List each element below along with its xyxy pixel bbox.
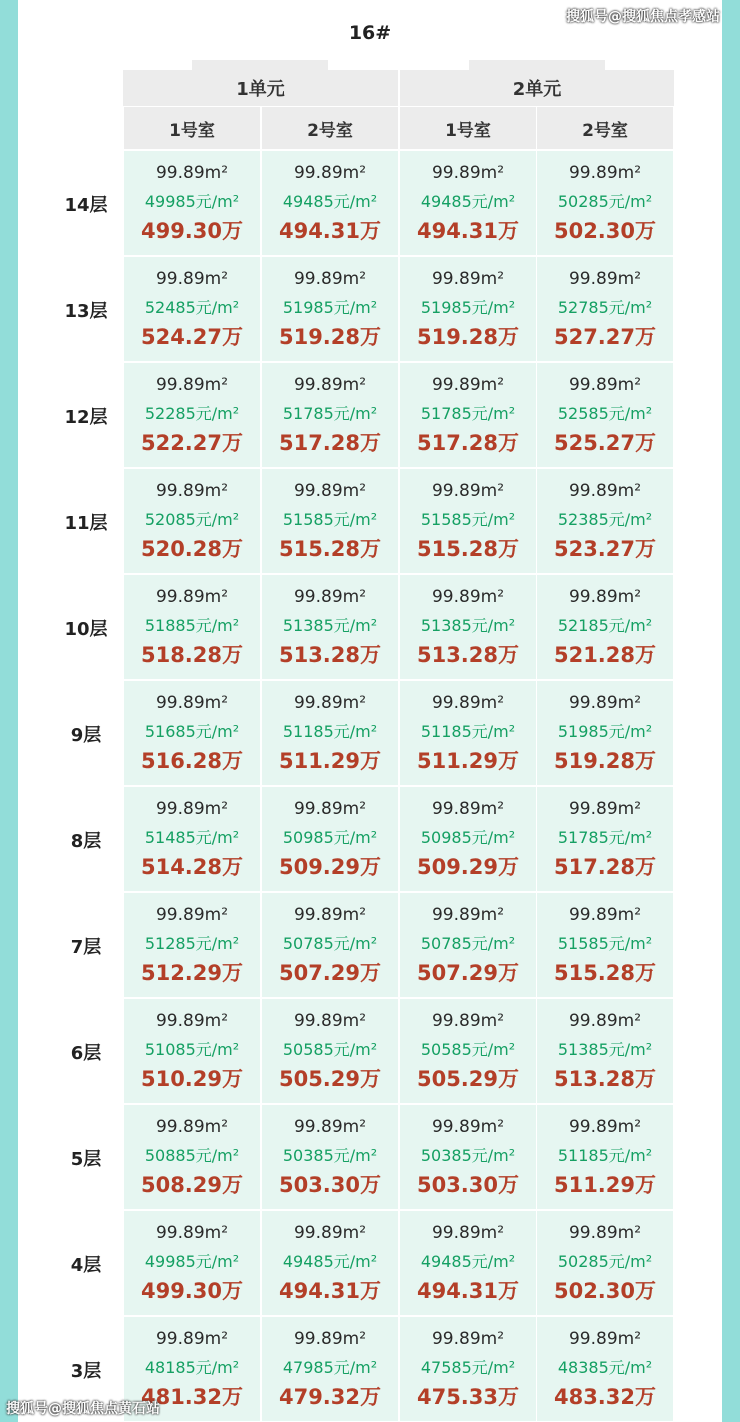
total-price: 510.29万 — [140, 1067, 244, 1091]
area-value: 99.89m² — [431, 905, 505, 925]
unit-price: 47585元/m² — [420, 1358, 516, 1377]
total-price: 525.27万 — [553, 431, 657, 455]
unit-price: 52085元/m² — [144, 510, 240, 529]
total-price: 509.29万 — [278, 855, 382, 879]
area-value: 99.89m² — [155, 587, 229, 607]
area-value: 99.89m² — [568, 587, 642, 607]
total-price: 499.30万 — [140, 1279, 244, 1303]
total-price: 503.30万 — [416, 1173, 520, 1197]
unit-price: 51685元/m² — [144, 722, 240, 741]
unit-1-room-2-header: 2号室 — [262, 107, 398, 149]
area-value: 99.89m² — [293, 1223, 367, 1243]
unit-price: 51785元/m² — [282, 404, 378, 423]
area-value: 99.89m² — [431, 1329, 505, 1349]
unit-price: 50985元/m² — [420, 828, 516, 847]
unit-2-room-1-header: 1号室 — [400, 107, 536, 149]
area-value: 99.89m² — [568, 481, 642, 501]
unit-price: 48385元/m² — [557, 1358, 653, 1377]
unit-price: 49485元/m² — [282, 1252, 378, 1271]
total-price: 511.29万 — [553, 1173, 657, 1197]
floor-label: 11层 — [64, 513, 108, 534]
unit-cell — [124, 1211, 260, 1315]
unit-price: 49985元/m² — [144, 192, 240, 211]
unit-cell — [537, 469, 673, 573]
watermark-top: 搜狐号@搜狐焦点孝感站 — [566, 9, 720, 25]
total-price: 512.29万 — [140, 961, 244, 985]
total-price: 517.28万 — [416, 431, 520, 455]
total-price: 479.32万 — [278, 1385, 382, 1409]
unit-2-room-2-header: 2号室 — [537, 107, 673, 149]
area-value: 99.89m² — [568, 799, 642, 819]
total-price: 518.28万 — [140, 643, 244, 667]
unit-price: 50385元/m² — [282, 1146, 378, 1165]
total-price: 481.32万 — [140, 1385, 244, 1409]
total-price: 507.29万 — [416, 961, 520, 985]
unit-cell — [262, 257, 398, 361]
unit-cell — [537, 1317, 673, 1421]
unit-1-room-1-header: 1号室 — [124, 107, 260, 149]
total-price: 494.31万 — [416, 219, 520, 243]
unit-price: 50585元/m² — [282, 1040, 378, 1059]
floor-label: 13层 — [64, 301, 108, 322]
area-value: 99.89m² — [155, 905, 229, 925]
area-value: 99.89m² — [293, 1117, 367, 1137]
floor-label: 3层 — [70, 1361, 102, 1382]
area-value: 99.89m² — [568, 163, 642, 183]
unit-cell — [400, 1317, 536, 1421]
floor-label: 6层 — [70, 1043, 102, 1064]
unit-cell — [537, 681, 673, 785]
unit-cell — [262, 999, 398, 1103]
floor-label: 9层 — [70, 725, 102, 746]
area-value: 99.89m² — [431, 1223, 505, 1243]
unit-price: 51885元/m² — [144, 616, 240, 635]
unit-price: 51085元/m² — [144, 1040, 240, 1059]
unit-price: 48185元/m² — [144, 1358, 240, 1377]
total-price: 509.29万 — [416, 855, 520, 879]
unit-price: 50385元/m² — [420, 1146, 516, 1165]
total-price: 517.28万 — [278, 431, 382, 455]
unit-cell — [124, 999, 260, 1103]
unit-cell — [400, 1105, 536, 1209]
unit-price: 52485元/m² — [144, 298, 240, 317]
area-value: 99.89m² — [293, 269, 367, 289]
total-price: 516.28万 — [140, 749, 244, 773]
area-value: 99.89m² — [155, 269, 229, 289]
area-value: 99.89m² — [155, 163, 229, 183]
area-value: 99.89m² — [568, 375, 642, 395]
unit-price: 51585元/m² — [282, 510, 378, 529]
area-value: 99.89m² — [155, 1329, 229, 1349]
unit-price: 52585元/m² — [557, 404, 653, 423]
unit-price: 51585元/m² — [557, 934, 653, 953]
unit-cell — [400, 469, 536, 573]
total-price: 513.28万 — [553, 1067, 657, 1091]
total-price: 513.28万 — [278, 643, 382, 667]
unit-cell — [124, 257, 260, 361]
area-value: 99.89m² — [155, 1011, 229, 1031]
total-price: 502.30万 — [553, 219, 657, 243]
unit-cell — [537, 1105, 673, 1209]
area-value: 99.89m² — [293, 905, 367, 925]
total-price: 483.32万 — [553, 1385, 657, 1409]
unit-cell — [262, 681, 398, 785]
floor-label: 14层 — [64, 195, 108, 216]
unit-price: 51285元/m² — [144, 934, 240, 953]
unit-1-header: 1单元 — [123, 70, 398, 106]
left-border-strip — [0, 0, 18, 1422]
building-title: 16# — [348, 22, 392, 44]
unit-price: 51185元/m² — [282, 722, 378, 741]
unit-price: 51985元/m² — [420, 298, 516, 317]
area-value: 99.89m² — [293, 375, 367, 395]
unit-price: 50285元/m² — [557, 192, 653, 211]
unit-cell — [400, 1211, 536, 1315]
total-price: 515.28万 — [416, 537, 520, 561]
unit-cell — [537, 257, 673, 361]
total-price: 519.28万 — [553, 749, 657, 773]
area-value: 99.89m² — [568, 693, 642, 713]
unit-cell — [400, 787, 536, 891]
total-price: 511.29万 — [278, 749, 382, 773]
area-value: 99.89m² — [293, 693, 367, 713]
area-value: 99.89m² — [155, 375, 229, 395]
unit-cell — [124, 787, 260, 891]
floor-label: 12层 — [64, 407, 108, 428]
area-value: 99.89m² — [293, 481, 367, 501]
unit-price: 51585元/m² — [420, 510, 516, 529]
unit-price: 51385元/m² — [420, 616, 516, 635]
total-price: 507.29万 — [278, 961, 382, 985]
area-value: 99.89m² — [293, 799, 367, 819]
unit-price: 51785元/m² — [557, 828, 653, 847]
unit-price: 50285元/m² — [557, 1252, 653, 1271]
unit-cell — [124, 151, 260, 255]
unit-cell — [124, 469, 260, 573]
unit-cell — [262, 787, 398, 891]
area-value: 99.89m² — [293, 1329, 367, 1349]
total-price: 519.28万 — [278, 325, 382, 349]
unit-price: 49485元/m² — [420, 192, 516, 211]
unit-price: 49485元/m² — [282, 192, 378, 211]
total-price: 494.31万 — [416, 1279, 520, 1303]
unit-cell — [537, 999, 673, 1103]
area-value: 99.89m² — [568, 1117, 642, 1137]
area-value: 99.89m² — [431, 587, 505, 607]
unit-price: 50985元/m² — [282, 828, 378, 847]
right-border-strip — [722, 0, 740, 1422]
watermark-bottom: 搜狐号@搜狐焦点黄石站 — [6, 1401, 160, 1417]
unit-price: 52785元/m² — [557, 298, 653, 317]
unit-price: 51385元/m² — [282, 616, 378, 635]
unit-price: 52185元/m² — [557, 616, 653, 635]
unit-price: 49985元/m² — [144, 1252, 240, 1271]
total-price: 494.31万 — [278, 219, 382, 243]
total-price: 513.28万 — [416, 643, 520, 667]
total-price: 523.27万 — [553, 537, 657, 561]
unit-price: 51185元/m² — [557, 1146, 653, 1165]
unit-cell — [537, 575, 673, 679]
unit-2-header: 2单元 — [400, 70, 674, 106]
area-value: 99.89m² — [431, 693, 505, 713]
area-value: 99.89m² — [431, 799, 505, 819]
unit-cell — [124, 575, 260, 679]
unit-cell — [124, 363, 260, 467]
total-price: 514.28万 — [140, 855, 244, 879]
unit-price: 50785元/m² — [420, 934, 516, 953]
total-price: 519.28万 — [416, 325, 520, 349]
total-price: 502.30万 — [553, 1279, 657, 1303]
total-price: 511.29万 — [416, 749, 520, 773]
area-value: 99.89m² — [431, 1117, 505, 1137]
unit-cell — [400, 363, 536, 467]
unit-cell — [537, 787, 673, 891]
unit-cell — [262, 575, 398, 679]
floor-label: 8层 — [70, 831, 102, 852]
total-price: 520.28万 — [140, 537, 244, 561]
floor-label: 4层 — [70, 1255, 102, 1276]
total-price: 508.29万 — [140, 1173, 244, 1197]
area-value: 99.89m² — [568, 1329, 642, 1349]
unit-cell — [124, 1105, 260, 1209]
unit-price: 51985元/m² — [282, 298, 378, 317]
unit-cell — [262, 469, 398, 573]
unit-cell — [400, 893, 536, 997]
unit-price: 47985元/m² — [282, 1358, 378, 1377]
unit-cell — [124, 681, 260, 785]
total-price: 499.30万 — [140, 219, 244, 243]
unit-cell — [400, 575, 536, 679]
floor-label: 5层 — [70, 1149, 102, 1170]
total-price: 503.30万 — [278, 1173, 382, 1197]
unit-cell — [400, 151, 536, 255]
total-price: 517.28万 — [553, 855, 657, 879]
unit-cell — [400, 999, 536, 1103]
unit-cell — [537, 893, 673, 997]
total-price: 505.29万 — [278, 1067, 382, 1091]
total-price: 524.27万 — [140, 325, 244, 349]
total-price: 494.31万 — [278, 1279, 382, 1303]
unit-cell — [262, 893, 398, 997]
area-value: 99.89m² — [155, 481, 229, 501]
unit-cell — [537, 363, 673, 467]
unit-price: 50585元/m² — [420, 1040, 516, 1059]
area-value: 99.89m² — [431, 481, 505, 501]
area-value: 99.89m² — [431, 1011, 505, 1031]
total-price: 522.27万 — [140, 431, 244, 455]
area-value: 99.89m² — [155, 1223, 229, 1243]
unit-cell — [262, 1105, 398, 1209]
total-price: 515.28万 — [278, 537, 382, 561]
unit-price: 51985元/m² — [557, 722, 653, 741]
area-value: 99.89m² — [293, 163, 367, 183]
unit-price: 50785元/m² — [282, 934, 378, 953]
area-value: 99.89m² — [568, 905, 642, 925]
unit-price: 52385元/m² — [557, 510, 653, 529]
area-value: 99.89m² — [568, 1223, 642, 1243]
unit-price: 49485元/m² — [420, 1252, 516, 1271]
unit-cell — [400, 681, 536, 785]
unit-cell — [262, 1317, 398, 1421]
unit-price: 51785元/m² — [420, 404, 516, 423]
unit-cell — [400, 257, 536, 361]
area-value: 99.89m² — [568, 269, 642, 289]
area-value: 99.89m² — [431, 163, 505, 183]
area-value: 99.89m² — [155, 693, 229, 713]
unit-price: 51385元/m² — [557, 1040, 653, 1059]
area-value: 99.89m² — [568, 1011, 642, 1031]
area-value: 99.89m² — [155, 1117, 229, 1137]
unit-cell — [537, 151, 673, 255]
unit-price: 52285元/m² — [144, 404, 240, 423]
unit-price: 50885元/m² — [144, 1146, 240, 1165]
area-value: 99.89m² — [293, 1011, 367, 1031]
unit-cell — [262, 363, 398, 467]
unit-price: 51185元/m² — [420, 722, 516, 741]
unit-price: 51485元/m² — [144, 828, 240, 847]
total-price: 505.29万 — [416, 1067, 520, 1091]
area-value: 99.89m² — [155, 799, 229, 819]
area-value: 99.89m² — [431, 269, 505, 289]
total-price: 515.28万 — [553, 961, 657, 985]
floor-label: 10层 — [64, 619, 108, 640]
area-value: 99.89m² — [431, 375, 505, 395]
unit-cell — [537, 1211, 673, 1315]
total-price: 475.33万 — [416, 1385, 520, 1409]
area-value: 99.89m² — [293, 587, 367, 607]
floor-label: 7层 — [70, 937, 102, 958]
unit-cell — [262, 1211, 398, 1315]
unit-cell — [124, 893, 260, 997]
total-price: 527.27万 — [553, 325, 657, 349]
total-price: 521.28万 — [553, 643, 657, 667]
unit-cell — [262, 151, 398, 255]
